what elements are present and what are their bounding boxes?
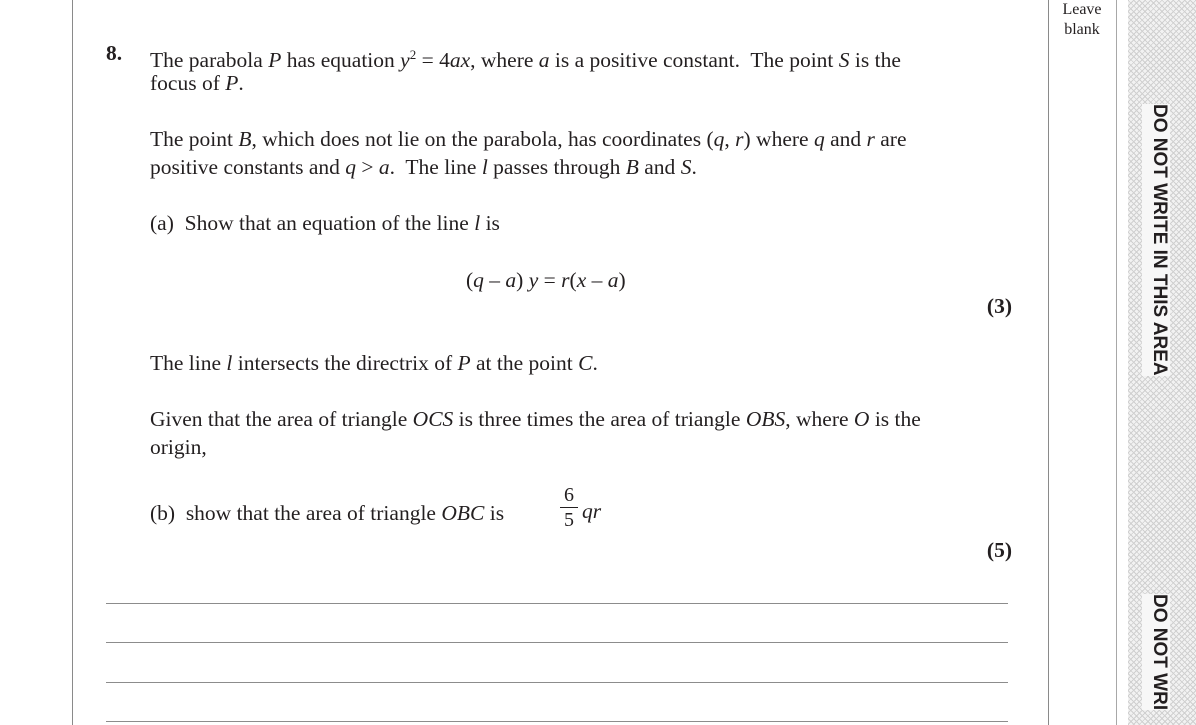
line-equation: (q – a) y = r(x – a) [466,268,626,292]
leave-blank-label [1054,0,1110,40]
answer-line[interactable] [106,603,1008,604]
directrix-text: The line l intersects the directrix of P at the point C. [150,351,598,375]
intro-line-1: The parabola P has equation $y^2 = 4ax$, where a is a positive constant. The point S is the [150,47,901,73]
do-not-write-text: DO NOT WRITE IN THIS AREA [1142,104,1170,376]
page-border-left [72,0,73,725]
part-a-prompt: (a) Show that an equation of the line l is [150,211,500,235]
leave-blank-line2: blank [1064,21,1100,38]
fraction-numerator: 6 [564,484,574,506]
margin-divider [1116,0,1117,725]
point-b-line-2: positive constants and q > a. The line l passes through B and S. [150,155,697,179]
do-not-write-text-partial: DO NOT WRI [1142,594,1170,710]
question-number: 8. [106,41,123,65]
fraction-denominator: 5 [564,509,574,531]
fraction-bar [560,507,578,508]
part-b-prompt: (b) show that the area of triangle OBC is [150,501,505,525]
answer-line[interactable] [106,682,1008,683]
answer-line[interactable] [106,642,1008,643]
page-border-right [1048,0,1049,725]
point-b-line-1: The point B, which does not lie on the parabola, has coordinates (q, r) where q and r are [150,127,907,151]
given-line-1: Given that the area of triangle OCS is three times the area of triangle OBS, where O is the [150,407,921,431]
intro-line-2: focus of P. [150,71,244,95]
leave-blank-line1: Leave [1062,1,1102,18]
fraction [560,484,578,531]
part-a-marks: (3) [986,294,1012,318]
given-line-2: origin, [150,435,207,459]
part-b-marks: (5) [986,538,1012,562]
fraction-variable: qr [582,499,602,523]
answer-line[interactable] [106,721,1008,722]
